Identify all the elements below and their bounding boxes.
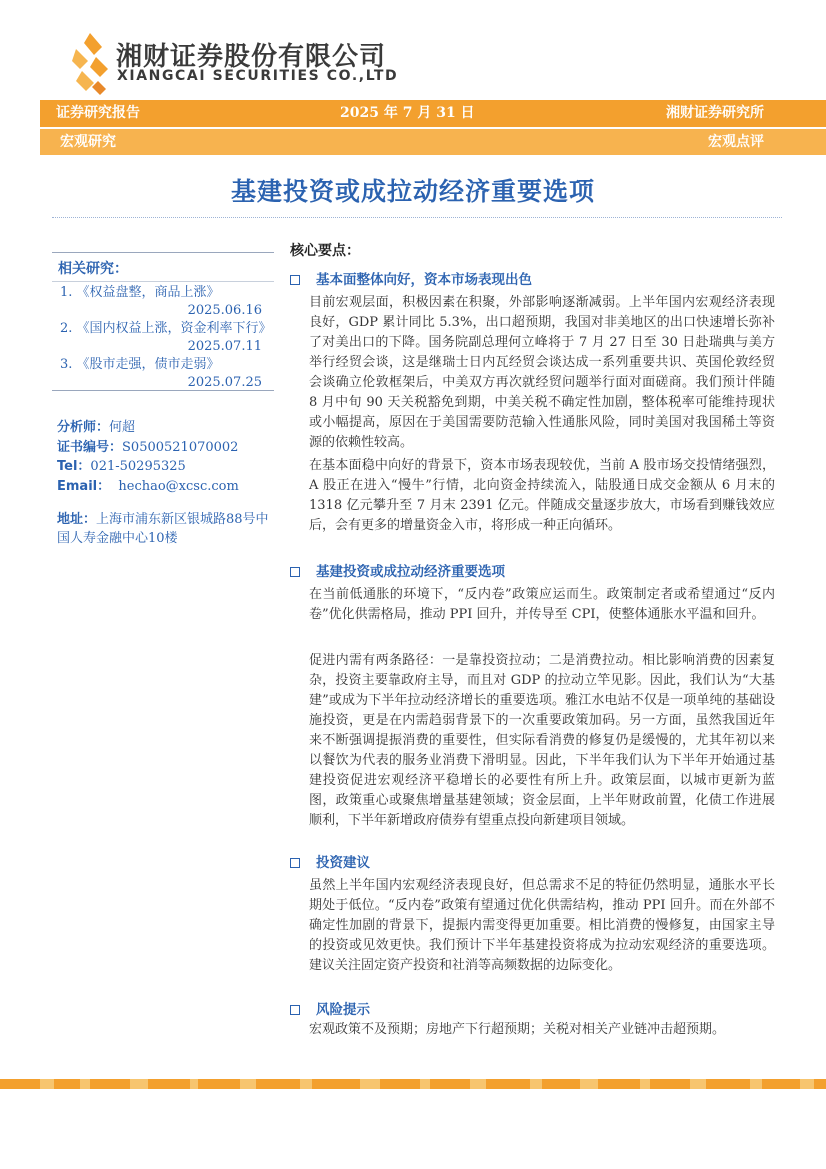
cert-label: 证书编号： (57, 439, 123, 455)
company-name-en: XIANGCAI SECURITIES CO.,LTD (117, 68, 399, 84)
report-subcategory: 宏观点评 (708, 134, 764, 150)
list-item[interactable] (60, 284, 270, 320)
section-paragraph: 虽然上半年国内宏观经济表现良好，但总需求不足的特征仍然明显，通胀水平长期处于低位。“反内卷”政策有望通过优化供需结构，推动 PPI 回升。而在外部不确定性加剧的背景下，提振内需变得更加重要。相比消费的慢修复，由国家主导的投资或见效更快。我们预计下半年基建投资将成为拉动宏观经济的重要选项。建议关注固定资产投资和社消等高频数据的边际变化。 (309, 878, 775, 973)
section-paragraph: 宏观政策不及预期；房地产下行超预期；关税对相关产业链冲击超预期。 (309, 1022, 726, 1037)
related-item-date: 2025.06.16 (187, 303, 262, 318)
company-logo-icon (72, 33, 108, 95)
section-heading-text: 基本面整体向好，资本市场表现出色 (316, 272, 532, 288)
checkbox-square-icon (290, 858, 300, 868)
section-heading-text: 风险提示 (316, 1002, 370, 1018)
checkbox-square-icon (290, 567, 300, 577)
header-band-top (40, 100, 826, 127)
section-paragraph: 促进内需有两条路径：一是靠投资拉动；二是消费拉动。相比影响消费的因素复杂，投资主要靠政府主导，而且对 GDP 的拉动立竿见影。因此，我们认为“大基建”或成为下半年拉动经济增长的重要选项。雅江水电站不仅是一项单纯的基础设施投资，更是在内需趋弱背景下的一次重要政策加码。另一方面，虽然我国近年来不断强调提振消费的重要性，但实际看消费的修复仍是缓慢的，尤其年初以来以餐饮为代表的服务业消费下滑明显。因此，下半年我们认为下半年开始通过基建投资促进宏观经济平稳增长的必要性有所上升。政策层面，以城市更新为蓝图，政策重心或聚焦增量基建领域；资金层面，上半年财政前置，化债工作进展顺利，下半年新增政府债券有望重点投向新建项目领域。 (309, 653, 775, 828)
address-label: 地址： (57, 512, 97, 527)
address-block (57, 510, 279, 548)
footer-stripe (0, 1079, 826, 1089)
related-research-list (60, 284, 270, 392)
related-research-divider (52, 390, 274, 391)
section-heading (290, 268, 532, 288)
related-research-title: 相关研究： (58, 261, 128, 277)
section-paragraph: 在当前低通胀的环境下，“反内卷”政策应运而生。政策制定者或希望通过“反内卷”优化供需格局，推动 PPI 回升，并传导至 CPI，使整体通胀水平温和回升。 (309, 587, 775, 622)
list-item[interactable] (60, 320, 270, 356)
header-band-bottom (40, 129, 826, 155)
related-research-header (52, 252, 274, 282)
cert-number: S0500521070002 (122, 439, 239, 455)
related-item-date: 2025.07.11 (187, 339, 262, 354)
related-item-title[interactable]: 1. 《权益盘整，商品上涨》 (60, 285, 220, 300)
page-title: 基建投资或成拉动经济重要选项 (230, 177, 595, 206)
analyst-info (57, 418, 277, 496)
tel-label: Tel： (57, 459, 91, 474)
related-item-title[interactable]: 2. 《国内权益上涨，资金利率下行》 (60, 321, 272, 336)
report-category: 宏观研究 (60, 134, 116, 150)
section-heading-text: 基建投资或成拉动经济重要选项 (316, 564, 505, 580)
section-heading (290, 851, 370, 871)
related-item-date: 2025.07.25 (187, 375, 262, 390)
company-name-cn: 湘财证券股份有限公司 (116, 42, 387, 72)
address-value: 上海市浦东新区银城路88号中国人寿金融中心10楼 (57, 512, 269, 546)
section-paragraph: 在基本面稳中向好的背景下，资本市场表现较优，当前 A 股市场交投情绪强烈，A 股正在进入“慢牛”行情，北向资金持续流入，陆股通日成交金额从 6 月末的 1318 亿元攀升至 7 月末 2391 亿元。伴随成交量逐步放大，市场看到赚钱效应后，会有更多的增量资金入市，将形成一种正向循环。 (309, 458, 775, 533)
email-label: Email： (57, 478, 111, 494)
email-link[interactable]: hechao@xcsc.com (118, 478, 239, 494)
report-type: 证券研究报告 (56, 105, 140, 121)
checkbox-square-icon (290, 1005, 300, 1015)
analyst-name: 何超 (109, 420, 136, 435)
related-item-title[interactable]: 3. 《股市走强，债市走弱》 (60, 357, 220, 372)
checkbox-square-icon (290, 275, 300, 285)
section-heading (290, 560, 505, 580)
section-paragraph: 目前宏观层面，积极因素在积聚，外部影响逐渐减弱。上半年国内宏观经济表现良好，GDP 累计同比 5.3%，出口超预期，我国对非美地区的出口快速增长弥补了对美出口的下降。国务院副总理何立峰将于 7 月 27 日至 30 日赴瑞典与美方举行经贸会谈，这是继瑞士日内瓦经贸会谈达成一系列重要共识、英国伦敦经贸会谈确立伦敦框架后，中美双方再次就经贸问题举行面对面磋商。我们预计伴随 8 月中旬 90 天关税豁免到期，中美关税不确定性加剧，整体税率可能维持现状或小幅提高，原因在于美国需要防范输入性通胀风险，同时美国对我国稀土等资源的依赖性较高。 (309, 295, 775, 450)
list-item[interactable] (60, 356, 270, 392)
tel-value: 021-50295325 (90, 459, 186, 474)
section-heading (290, 998, 370, 1018)
title-divider (52, 217, 782, 218)
report-date: 2025 年 7 月 31 日 (340, 105, 475, 121)
institute-name: 湘财证券研究所 (666, 105, 764, 121)
core-points-title: 核心要点： (290, 243, 360, 259)
analyst-label: 分析师： (57, 420, 110, 435)
section-heading-text: 投资建议 (316, 855, 370, 871)
